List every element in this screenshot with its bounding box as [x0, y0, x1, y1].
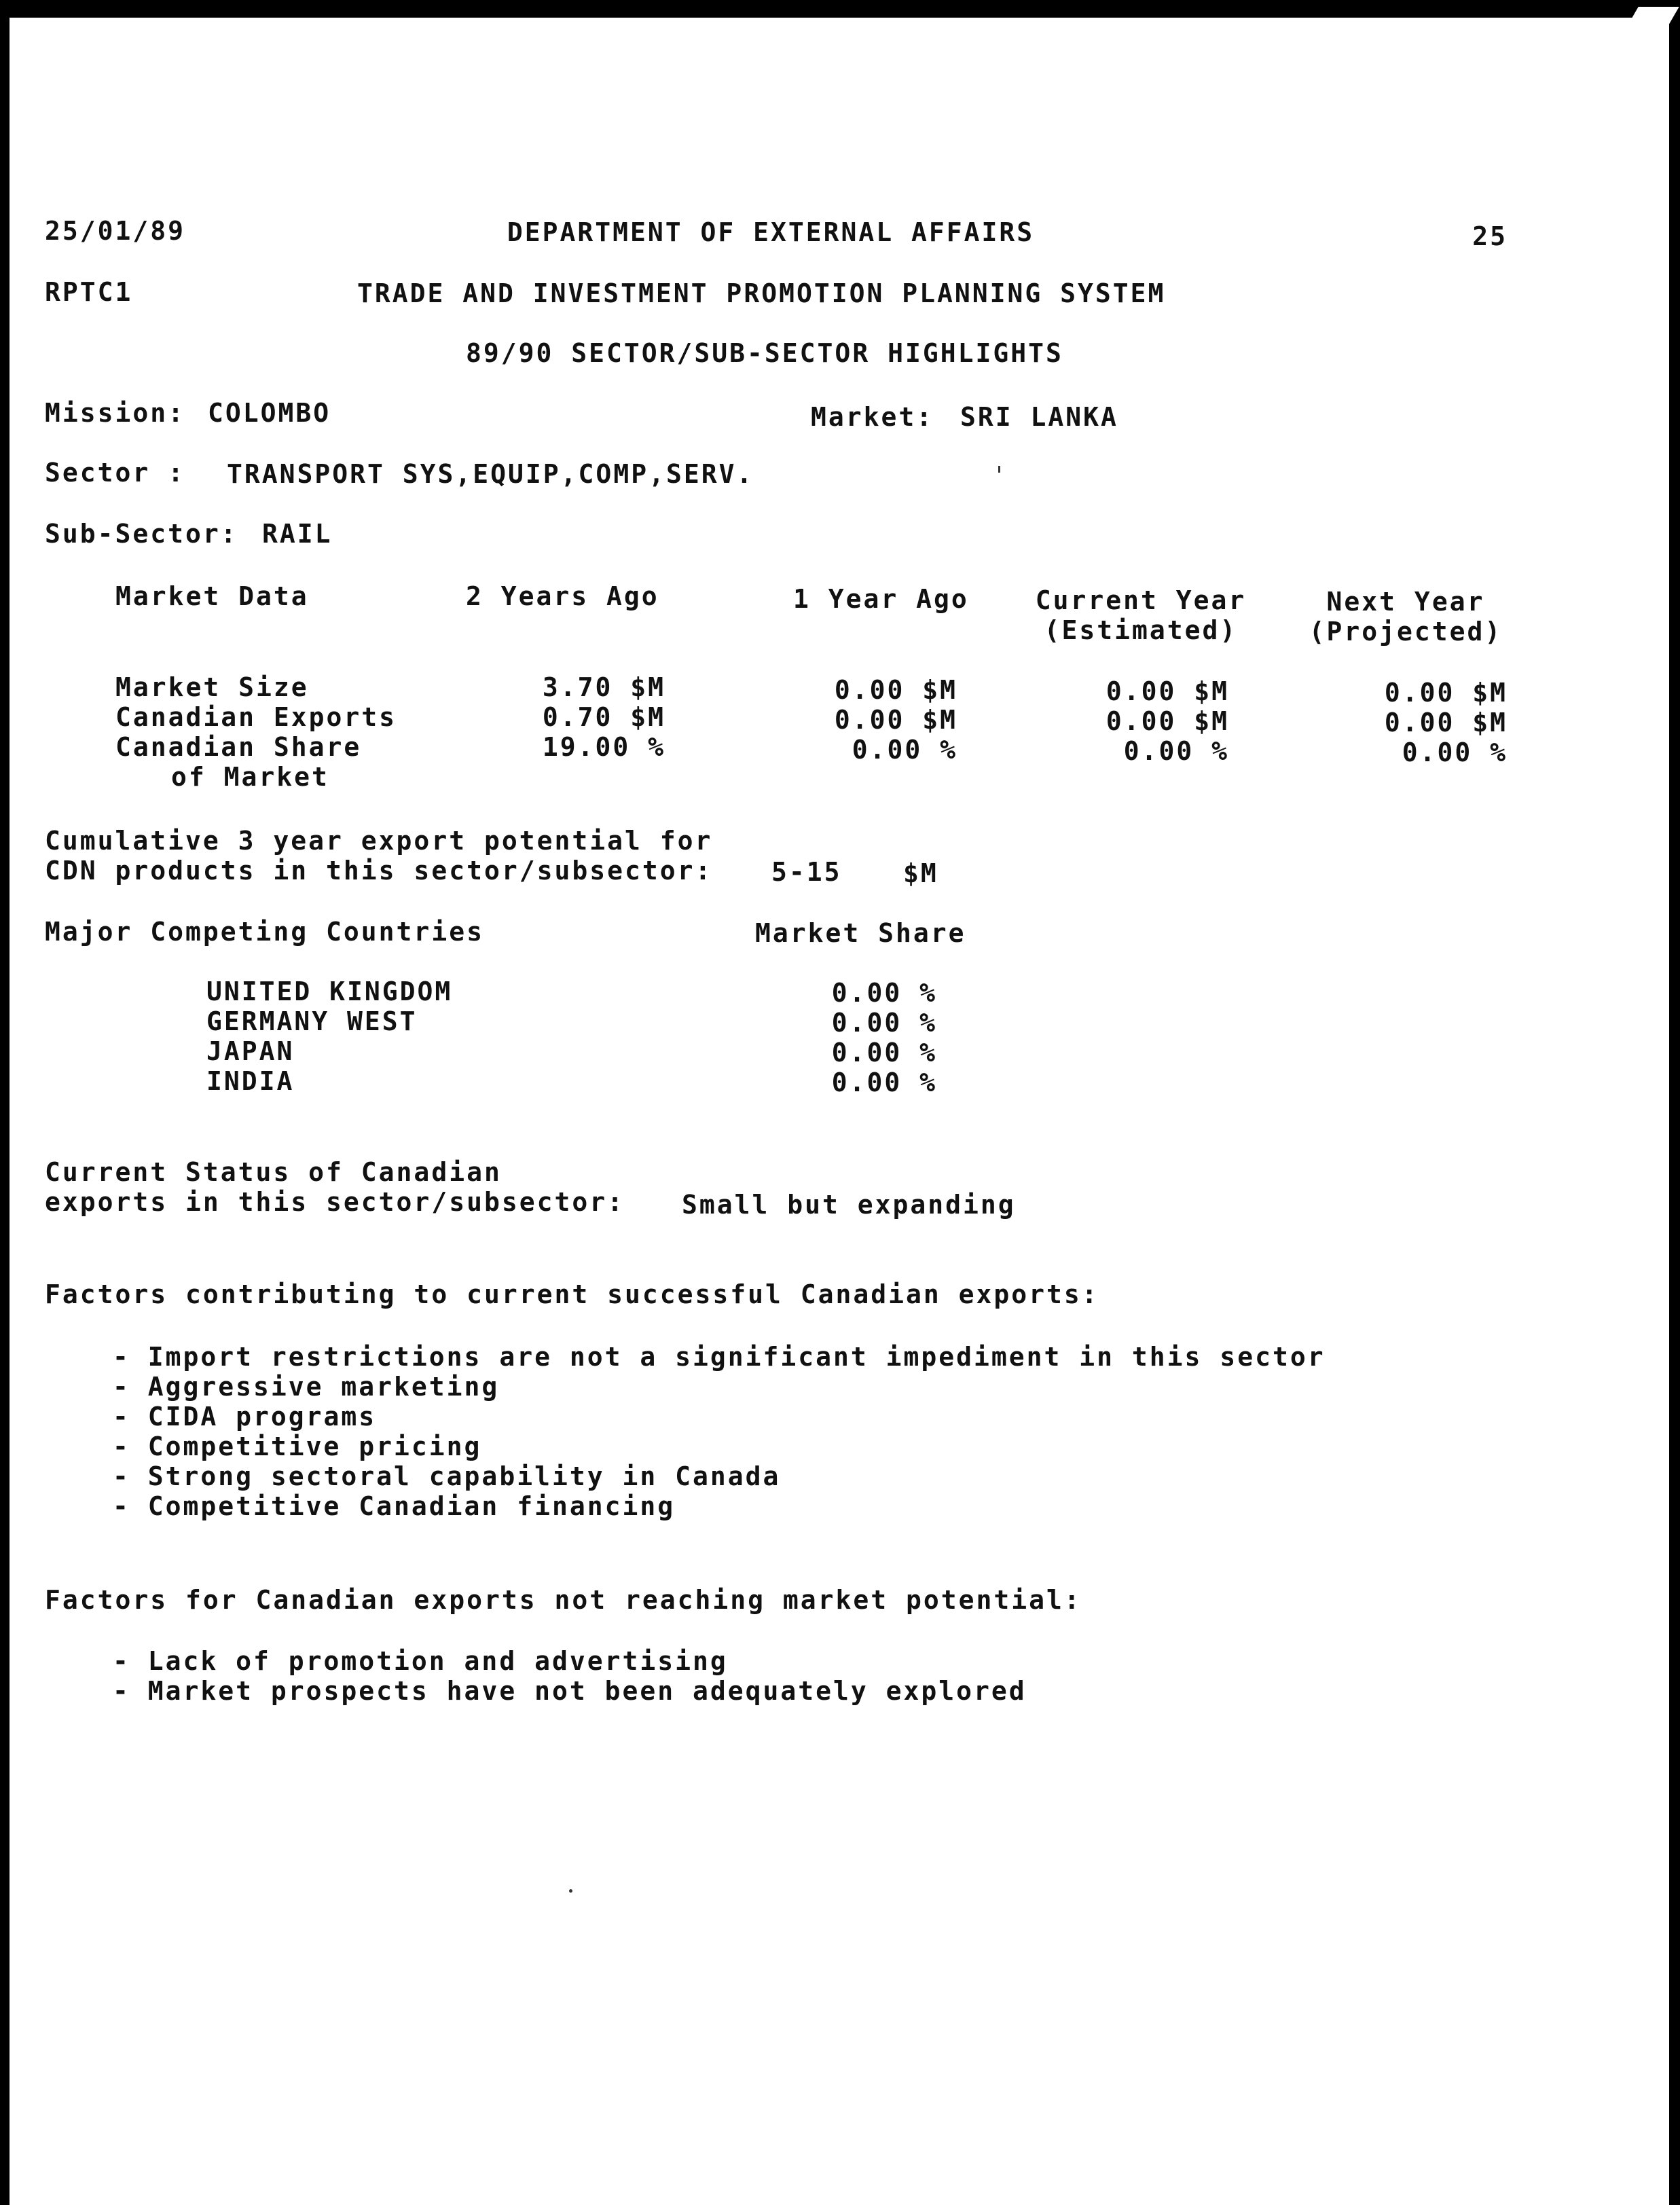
cumulative-line2: CDN products in this sector/subsector:	[45, 856, 713, 886]
list-item: - Import restrictions are not a significant impediment in this sector	[113, 1342, 1326, 1372]
scan-speck	[569, 1889, 572, 1893]
competitor-country: JAPAN	[206, 1036, 295, 1066]
list-item: - Strong sectoral capability in Canada	[113, 1461, 781, 1491]
col-next-year: Next Year	[1326, 587, 1485, 617]
col-current-year-sub: (Estimated)	[1044, 615, 1238, 645]
list-item: - Market prospects have not been adequately explored	[113, 1676, 1027, 1706]
success-factors-header: Factors contributing to current successful Canadian exports:	[45, 1279, 1099, 1309]
sector-value: TRANSPORT SYS,EQUIP,COMP,SERV.	[227, 459, 754, 489]
competitor-share: 0.00 %	[831, 978, 937, 1008]
report-title: 89/90 SECTOR/SUB-SECTOR HIGHLIGHTS	[466, 338, 1063, 368]
list-item: - Lack of promotion and advertising	[113, 1646, 728, 1676]
competitor-share: 0.00 %	[831, 1068, 937, 1097]
cell-share-next: 0.00 %	[1402, 737, 1508, 767]
col-1-year-ago: 1 Year Ago	[793, 584, 969, 614]
scan-border-left	[0, 0, 10, 2205]
competitor-share: 0.00 %	[831, 1038, 937, 1068]
cell-exports-cur: 0.00 $M	[1106, 706, 1229, 736]
department-title: DEPARTMENT OF EXTERNAL AFFAIRS	[507, 217, 1035, 247]
col-next-year-sub: (Projected)	[1309, 617, 1503, 646]
barrier-factors-header: Factors for Canadian exports not reaching market potential:	[45, 1585, 1082, 1615]
competitor-country: INDIA	[206, 1066, 295, 1096]
cumulative-line1: Cumulative 3 year export potential for	[45, 826, 713, 856]
col-2-years-ago: 2 Years Ago	[466, 581, 659, 611]
system-name: TRADE AND INVESTMENT PROMOTION PLANNING SYSTEM	[357, 278, 1166, 308]
mission-label: Mission:	[45, 398, 186, 428]
cell-market-size-2y: 3.70 $M	[542, 672, 665, 702]
scan-border-right	[1669, 0, 1680, 2205]
list-item: - Aggressive marketing	[113, 1372, 500, 1402]
sub-sector-value: RAIL	[262, 519, 333, 549]
col-market-data: Market Data	[115, 581, 309, 611]
row-label-canadian-exports: Canadian Exports	[115, 702, 397, 732]
cumulative-range: 5-15	[771, 857, 842, 887]
list-item: - Competitive pricing	[113, 1432, 482, 1461]
status-line1: Current Status of Canadian	[45, 1157, 502, 1187]
competitor-share: 0.00 %	[831, 1008, 937, 1038]
row-label-canadian-share-cont: of Market	[171, 762, 329, 792]
cell-exports-1y: 0.00 $M	[834, 705, 957, 735]
cell-exports-2y: 0.70 $M	[542, 702, 665, 732]
status-line2: exports in this sector/subsector:	[45, 1187, 625, 1217]
list-item: - Competitive Canadian financing	[113, 1491, 676, 1521]
row-label-canadian-share: Canadian Share	[115, 732, 362, 762]
market-label: Market:	[811, 402, 934, 432]
competitor-country: GERMANY WEST	[206, 1006, 418, 1036]
cell-exports-next: 0.00 $M	[1384, 708, 1508, 737]
sub-sector-label: Sub-Sector:	[45, 519, 238, 549]
status-value: Small but expanding	[682, 1190, 1016, 1220]
row-label-market-size: Market Size	[115, 672, 309, 702]
cell-share-cur: 0.00 %	[1123, 736, 1229, 766]
mission-value: COLOMBO	[208, 398, 331, 428]
cell-share-1y: 0.00 %	[852, 735, 957, 765]
report-date: 25/01/89	[45, 216, 186, 246]
scan-speck	[998, 466, 1000, 473]
list-item: - CIDA programs	[113, 1402, 377, 1432]
market-value: SRI LANKA	[960, 402, 1118, 432]
cell-market-size-next: 0.00 $M	[1384, 678, 1508, 708]
competitor-country: UNITED KINGDOM	[206, 977, 453, 1006]
cell-share-2y: 19.00 %	[542, 732, 665, 762]
market-share-header: Market Share	[755, 918, 966, 948]
competitors-header: Major Competing Countries	[45, 917, 484, 947]
cell-market-size-1y: 0.00 $M	[834, 675, 957, 705]
cell-market-size-cur: 0.00 $M	[1106, 676, 1229, 706]
col-current-year: Current Year	[1035, 585, 1247, 615]
scan-border-top	[0, 0, 1680, 18]
report-code: RPTC1	[45, 277, 133, 307]
cumulative-unit: $M	[903, 858, 938, 888]
sector-label: Sector :	[45, 458, 186, 488]
page-number: 25	[1472, 221, 1508, 251]
